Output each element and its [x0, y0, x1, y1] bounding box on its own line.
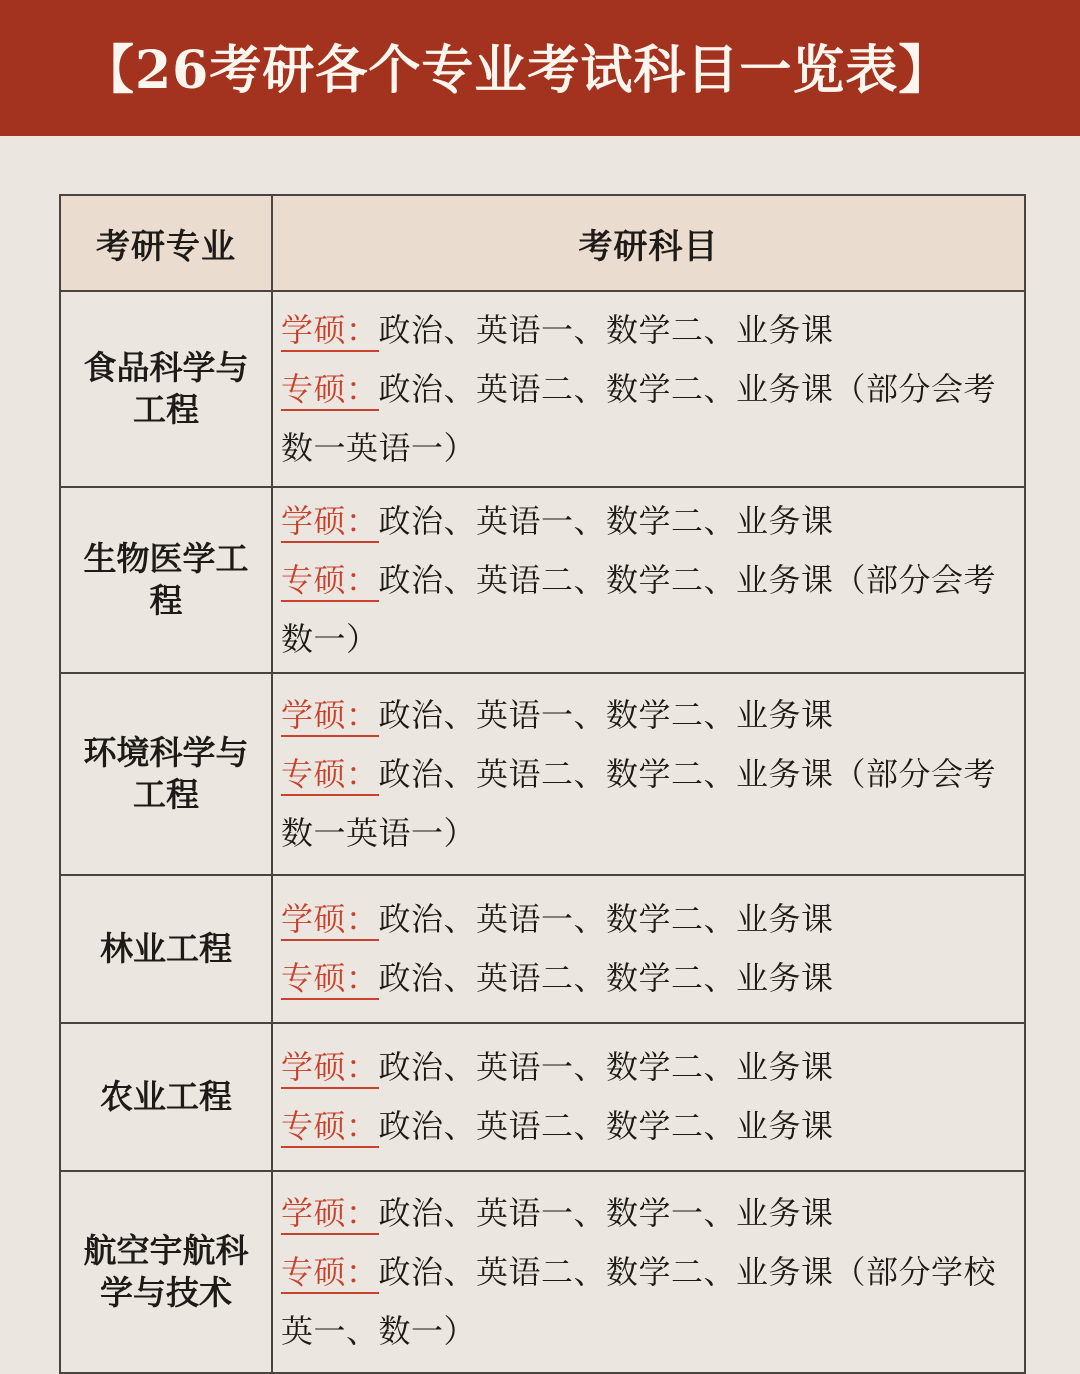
zhuanshuo-subjects: 政治、英语二、数学二、业务课: [378, 1107, 834, 1145]
major-cell: [60, 487, 272, 673]
zhuanshuo-label: 专硕：: [281, 959, 379, 1000]
major-name: 环境科学与工程: [83, 732, 249, 814]
xueshuo-line: [281, 1038, 1014, 1097]
zhuanshuo-label: 专硕：: [281, 755, 379, 796]
subjects-table-grid: [59, 194, 1026, 1374]
xueshuo-label: 学硕：: [281, 311, 379, 352]
title-banner: [0, 0, 1080, 136]
xueshuo-label: 学硕：: [281, 696, 379, 737]
zhuanshuo-label: 专硕：: [281, 561, 379, 602]
major-cell: [60, 1171, 272, 1373]
xueshuo-label: 学硕：: [281, 1048, 379, 1089]
xueshuo-subjects: 政治、英语一、数学二、业务课: [378, 1048, 834, 1086]
xueshuo-line: [281, 301, 1014, 360]
table-row: [60, 1023, 1025, 1171]
xueshuo-label: 学硕：: [281, 900, 379, 941]
major-name: 航空宇航科学与技术: [83, 1230, 249, 1312]
major-cell: [60, 673, 272, 875]
table-row: [60, 487, 1025, 673]
zhuanshuo-line: [281, 551, 1014, 669]
page-title: 【26考研各个专业考试科目一览表】: [82, 39, 952, 101]
major-name: 林业工程: [100, 928, 232, 968]
subjects-table: [59, 194, 1024, 1374]
zhuanshuo-label: 专硕：: [281, 370, 379, 411]
xueshuo-subjects: 政治、英语一、数学二、业务课: [378, 900, 834, 938]
xueshuo-subjects: 政治、英语一、数学二、业务课: [378, 310, 834, 349]
zhuanshuo-line: [281, 949, 1014, 1008]
zhuanshuo-label: 专硕：: [281, 1253, 379, 1294]
xueshuo-label: 学硕：: [281, 502, 379, 543]
subjects-cell: [272, 291, 1025, 487]
major-cell: [60, 1023, 272, 1171]
table-row: [60, 291, 1025, 487]
xueshuo-line: [281, 492, 1014, 551]
zhuanshuo-subjects: 政治、英语二、数学二、业务课（部分会考数一英语一）: [281, 754, 997, 852]
subjects-cell: [272, 1023, 1025, 1171]
zhuanshuo-line: [281, 1243, 1014, 1361]
table-row: [60, 1171, 1025, 1373]
subjects-cell: [272, 875, 1025, 1023]
xueshuo-line: [281, 686, 1014, 745]
major-cell: [60, 291, 272, 487]
table-row: [60, 673, 1025, 875]
xueshuo-line: [281, 890, 1014, 949]
subjects-cell: [272, 673, 1025, 875]
xueshuo-subjects: 政治、英语一、数学一、业务课: [378, 1193, 834, 1232]
xueshuo-subjects: 政治、英语一、数学二、业务课: [378, 501, 834, 540]
zhuanshuo-line: [281, 745, 1014, 863]
zhuanshuo-subjects: 政治、英语二、数学二、业务课: [378, 959, 834, 997]
zhuanshuo-line: [281, 1097, 1014, 1156]
header-major: 考研专业: [60, 195, 272, 291]
major-name: 食品科学与工程: [83, 347, 249, 429]
major-name: 生物医学工程: [83, 538, 249, 620]
table-header-row: [60, 195, 1025, 291]
zhuanshuo-subjects: 政治、英语二、数学二、业务课（部分学校英一、数一）: [281, 1252, 997, 1350]
xueshuo-label: 学硕：: [281, 1194, 379, 1235]
subjects-cell: [272, 1171, 1025, 1373]
table-row: [60, 875, 1025, 1023]
xueshuo-subjects: 政治、英语一、数学二、业务课: [378, 695, 834, 734]
subjects-cell: [272, 487, 1025, 673]
zhuanshuo-label: 专硕：: [281, 1107, 379, 1148]
major-cell: [60, 875, 272, 1023]
zhuanshuo-subjects: 政治、英语二、数学二、业务课（部分会考数一）: [281, 560, 997, 658]
zhuanshuo-subjects: 政治、英语二、数学二、业务课（部分会考数一英语一）: [281, 369, 997, 467]
xueshuo-line: [281, 1184, 1014, 1243]
header-subjects: 考研科目: [272, 195, 1025, 291]
zhuanshuo-line: [281, 360, 1014, 478]
major-name: 农业工程: [100, 1076, 232, 1116]
